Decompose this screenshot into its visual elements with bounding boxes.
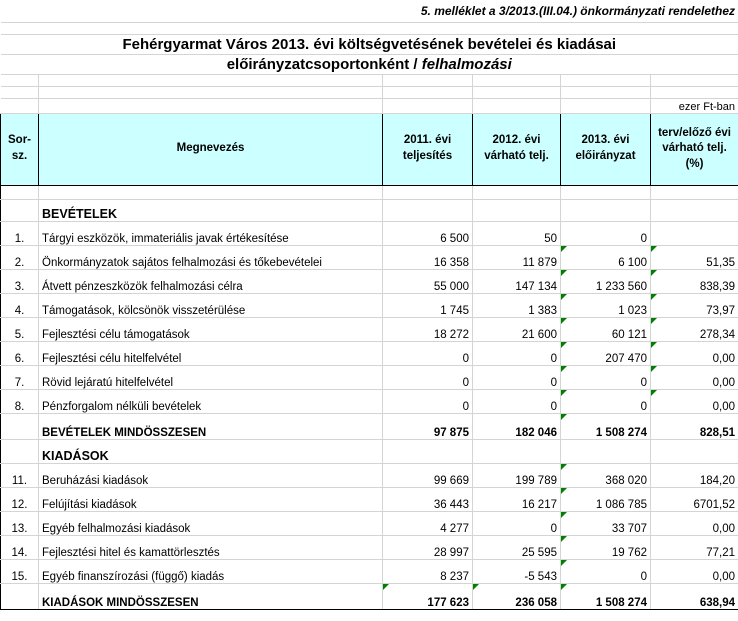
revenue-total-2012: 182 046 <box>473 413 561 439</box>
row-value-2013: 1 086 785 <box>561 487 651 511</box>
row-ratio: 0,00 <box>651 341 738 365</box>
header-2012: 2012. évi várható telj. <box>473 113 561 185</box>
subtitle-italic: felhalmozási <box>421 55 512 73</box>
row-number: 6. <box>1 341 39 365</box>
row-name: Beruházási kiadások <box>39 463 383 487</box>
table-row <box>1 535 738 559</box>
row-number: 14. <box>1 535 39 559</box>
row-value-2012: 0 <box>473 365 561 389</box>
row-number: 4. <box>1 293 39 317</box>
header-2013: 2013. évi előirányzat <box>561 113 651 185</box>
expense-total-2012: 236 058 <box>473 583 561 609</box>
row-value-2011: 4 277 <box>383 511 473 535</box>
table-row <box>1 293 738 317</box>
row-number: 7. <box>1 365 39 389</box>
table-row <box>1 245 738 269</box>
row-name: Fejlesztési hitel és kamattörlesztés <box>39 535 383 559</box>
row-name: Átvett pénzeszközök felhalmozási célra <box>39 269 383 293</box>
row-value-2011: 28 997 <box>383 535 473 559</box>
row-name: Önkormányzatok sajátos felhalmozási és tőkebevételei <box>39 245 383 269</box>
expense-rows <box>1 463 738 583</box>
row-value-2013: 207 470 <box>561 341 651 365</box>
row-value-2013: 1 023 <box>561 293 651 317</box>
table-row <box>1 341 738 365</box>
row-ratio: 6701,52 <box>651 487 738 511</box>
section-title-expense: KIADÁSOK <box>39 439 383 463</box>
row-value-2011: 18 272 <box>383 317 473 341</box>
revenue-total-2011: 97 875 <box>383 413 473 439</box>
row-value-2012: 21 600 <box>473 317 561 341</box>
row-ratio: 0,00 <box>651 365 738 389</box>
page-title: Fehérgyarmat Város 2013. évi költségvetésének bevételei és kiadásai <box>1 34 738 54</box>
row-name: Felújítási kiadások <box>39 487 383 511</box>
table-row <box>1 389 738 413</box>
row-value-2012: 147 134 <box>473 269 561 293</box>
row-number: 15. <box>1 559 39 583</box>
row-value-2011: 6 500 <box>383 221 473 245</box>
row-value-2012: 16 217 <box>473 487 561 511</box>
unit-label: ezer Ft-ban <box>651 98 738 113</box>
expense-total-2011: 177 623 <box>383 583 473 609</box>
row-number: 5. <box>1 317 39 341</box>
row-ratio: 0,00 <box>651 511 738 535</box>
row-number: 11. <box>1 463 39 487</box>
revenue-total-label: BEVÉTELEK MINDÖSSZESEN <box>39 413 383 439</box>
row-number: 2. <box>1 245 39 269</box>
row-number: 8. <box>1 389 39 413</box>
row-value-2012: 1 383 <box>473 293 561 317</box>
subtitle-regular: előirányzatcsoportonként / <box>226 55 422 73</box>
row-name: Pénzforgalom nélküli bevételek <box>39 389 383 413</box>
row-value-2012: 0 <box>473 341 561 365</box>
row-ratio: 184,20 <box>651 463 738 487</box>
row-number: 12. <box>1 487 39 511</box>
row-value-2012: 0 <box>473 389 561 413</box>
table-row <box>1 511 738 535</box>
header-2011: 2011. évi teljesítés <box>383 113 473 185</box>
row-value-2013: 1 233 560 <box>561 269 651 293</box>
expense-total-2013: 1 508 274 <box>561 583 651 609</box>
header-name: Megnevezés <box>39 113 383 185</box>
row-name: Tárgyi eszközök, immateriális javak értékesítése <box>39 221 383 245</box>
row-value-2011: 0 <box>383 365 473 389</box>
row-name: Fejlesztési célu hitelfelvétel <box>39 341 383 365</box>
row-name: Támogatások, kölcsönök visszetérülése <box>39 293 383 317</box>
expense-total-label: KIADÁSOK MINDÖSSZESEN <box>39 583 383 609</box>
row-value-2012: 199 789 <box>473 463 561 487</box>
header-ratio: terv/előző évi várható telj. (%) <box>651 113 738 185</box>
row-value-2012: 50 <box>473 221 561 245</box>
row-value-2012: 0 <box>473 511 561 535</box>
page-subtitle <box>1 54 738 74</box>
header-sorsz: Sor-sz. <box>1 113 39 185</box>
row-value-2013: 0 <box>561 365 651 389</box>
row-value-2012: -5 543 <box>473 559 561 583</box>
row-ratio <box>651 221 738 245</box>
row-name: Egyéb felhalmozási kiadások <box>39 511 383 535</box>
revenue-total-ratio: 828,51 <box>651 413 738 439</box>
row-value-2011: 55 000 <box>383 269 473 293</box>
table-row <box>1 317 738 341</box>
table-row <box>1 487 738 511</box>
table-row <box>1 365 738 389</box>
table-row <box>1 269 738 293</box>
revenue-rows <box>1 221 738 413</box>
row-value-2011: 0 <box>383 341 473 365</box>
row-name: Rövid lejáratú hitelfelvétel <box>39 365 383 389</box>
row-value-2012: 11 879 <box>473 245 561 269</box>
row-value-2011: 99 669 <box>383 463 473 487</box>
row-value-2013: 0 <box>561 389 651 413</box>
row-value-2012: 25 595 <box>473 535 561 559</box>
row-value-2013: 0 <box>561 559 651 583</box>
row-number: 3. <box>1 269 39 293</box>
row-value-2011: 16 358 <box>383 245 473 269</box>
row-value-2011: 1 745 <box>383 293 473 317</box>
table-row <box>1 559 738 583</box>
row-number: 1. <box>1 221 39 245</box>
row-name: Fejlesztési célu támogatások <box>39 317 383 341</box>
row-number: 13. <box>1 511 39 535</box>
row-value-2011: 8 237 <box>383 559 473 583</box>
row-value-2011: 36 443 <box>383 487 473 511</box>
row-value-2013: 33 707 <box>561 511 651 535</box>
row-ratio: 838,39 <box>651 269 738 293</box>
revenue-total-2013: 1 508 274 <box>561 413 651 439</box>
row-ratio: 278,34 <box>651 317 738 341</box>
row-value-2011: 0 <box>383 389 473 413</box>
row-value-2013: 0 <box>561 221 651 245</box>
row-name: Egyéb finanszírozási (függő) kiadás <box>39 559 383 583</box>
row-ratio: 73,97 <box>651 293 738 317</box>
row-value-2013: 19 762 <box>561 535 651 559</box>
table-row <box>1 463 738 487</box>
row-value-2013: 6 100 <box>561 245 651 269</box>
row-ratio: 77,21 <box>651 535 738 559</box>
row-value-2013: 368 020 <box>561 463 651 487</box>
section-title-revenue: BEVÉTELEK <box>39 199 383 221</box>
row-value-2013: 60 121 <box>561 317 651 341</box>
row-ratio: 0,00 <box>651 389 738 413</box>
row-ratio: 51,35 <box>651 245 738 269</box>
expense-total-ratio: 638,94 <box>651 583 738 609</box>
row-ratio: 0,00 <box>651 559 738 583</box>
annex-note: 5. melléklet a 3/2013.(III.04.) önkormányzati rendelethez <box>1 0 738 22</box>
table-row <box>1 221 738 245</box>
